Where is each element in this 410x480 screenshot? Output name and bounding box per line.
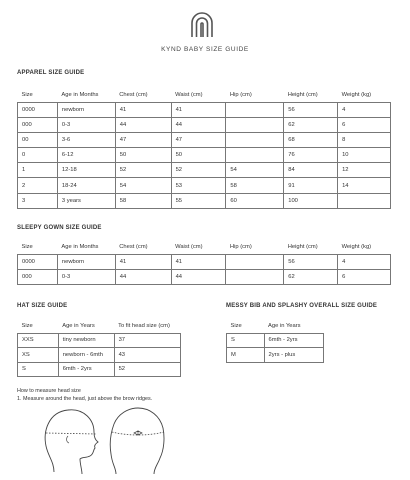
table-cell: 53 <box>171 178 226 193</box>
page-title: KYND BABY SIZE GUIDE <box>161 46 249 53</box>
table-cell: 6mth - 2yrs <box>58 362 114 377</box>
bib-size-table <box>226 320 324 363</box>
table-row <box>227 348 324 363</box>
table-cell: 12 <box>338 163 391 178</box>
column-header: Hip (cm) <box>229 243 252 250</box>
head-back-icon <box>110 408 164 474</box>
table-cell <box>226 117 284 132</box>
table-header-row <box>18 240 391 254</box>
table-cell: XS <box>18 348 59 363</box>
table-cell: 37 <box>114 333 180 348</box>
column-header: Height (cm) <box>287 243 318 250</box>
column-header: Weight (kg) <box>341 243 372 250</box>
table-cell: 8 <box>338 132 391 147</box>
table-cell: 18-24 <box>57 178 115 193</box>
column-header: Size <box>21 91 33 98</box>
table-cell: 44 <box>171 117 226 132</box>
column-header: To fit head size (cm) <box>118 323 170 330</box>
table-cell: 76 <box>284 148 338 163</box>
column-header: Waist (cm) <box>175 243 203 250</box>
column-header: Age in Months <box>61 91 99 98</box>
table-cell: 54 <box>115 178 171 193</box>
table-row <box>18 333 181 348</box>
table-row <box>18 132 391 147</box>
table-row <box>18 117 391 132</box>
table-cell: 6 <box>338 117 391 132</box>
table-cell: 60 <box>226 193 284 208</box>
table-header-row <box>227 320 324 333</box>
head-side-icon <box>45 410 98 474</box>
table-cell: newborn <box>57 254 115 269</box>
measure-instruction: 1. Measure around the head, just above the brow ridges. <box>17 396 153 402</box>
table-header-row <box>18 320 181 333</box>
table-cell: 12-18 <box>57 163 115 178</box>
table-cell: 1 <box>18 163 58 178</box>
table-cell: 44 <box>115 117 171 132</box>
table-cell: M <box>227 348 265 363</box>
column-header: Size <box>230 323 242 330</box>
table-row <box>18 102 391 117</box>
table-cell: newborn - 6mth <box>58 348 114 363</box>
column-header: Chest (cm) <box>119 243 148 250</box>
table-cell <box>226 269 284 284</box>
sleepy-gown-heading: SLEEPY GOWN SIZE GUIDE <box>17 225 102 231</box>
table-cell: 2yrs - plus <box>264 348 323 363</box>
table-cell: 54 <box>226 163 284 178</box>
table-cell: 84 <box>284 163 338 178</box>
table-cell: 4 <box>338 254 391 269</box>
table-cell: 56 <box>284 254 338 269</box>
table-cell: 2 <box>18 178 58 193</box>
table-row <box>18 254 391 269</box>
table-cell: 10 <box>338 148 391 163</box>
table-cell: 0-3 <box>57 117 115 132</box>
table-cell: 55 <box>171 193 226 208</box>
column-header: Age in Years <box>268 323 301 330</box>
table-cell: 0000 <box>18 254 58 269</box>
table-cell: 3 years <box>57 193 115 208</box>
bib-heading: MESSY BIB AND SPLASHY OVERALL SIZE GUIDE <box>226 303 378 309</box>
table-cell: S <box>227 333 265 348</box>
table-cell: 0000 <box>18 102 58 117</box>
column-header: Chest (cm) <box>119 91 148 98</box>
table-cell: 91 <box>284 178 338 193</box>
apparel-heading: APPAREL SIZE GUIDE <box>17 70 85 76</box>
hat-heading: HAT SIZE GUIDE <box>17 303 68 309</box>
table-row <box>18 348 181 363</box>
table-cell <box>226 148 284 163</box>
table-cell <box>226 254 284 269</box>
apparel-size-table <box>17 88 391 209</box>
column-header: Hip (cm) <box>229 91 252 98</box>
table-cell: 62 <box>284 269 338 284</box>
table-cell: 41 <box>115 254 171 269</box>
table-cell: 43 <box>114 348 180 363</box>
table-cell: 14 <box>338 178 391 193</box>
table-row <box>18 148 391 163</box>
table-cell: 52 <box>114 362 180 377</box>
table-cell: 68 <box>284 132 338 147</box>
column-header: Height (cm) <box>287 91 318 98</box>
table-cell: 00 <box>18 132 58 147</box>
column-header: Age in Years <box>62 323 95 330</box>
arch-logo-icon <box>188 10 216 38</box>
sleepy-gown-size-table <box>17 240 391 285</box>
hat-size-table <box>17 320 181 377</box>
table-row <box>227 333 324 348</box>
table-row <box>18 269 391 284</box>
table-cell: S <box>18 362 59 377</box>
table-header-row <box>18 88 391 102</box>
table-cell: 50 <box>115 148 171 163</box>
table-cell: 000 <box>18 269 58 284</box>
table-cell: 44 <box>171 269 226 284</box>
table-cell: 47 <box>115 132 171 147</box>
table-cell <box>226 132 284 147</box>
table-row <box>18 362 181 377</box>
column-header: Waist (cm) <box>175 91 203 98</box>
measure-title: How to measure head size <box>17 388 81 394</box>
table-cell: 41 <box>171 102 226 117</box>
column-header: Size <box>21 243 33 250</box>
table-cell: 6 <box>338 269 391 284</box>
table-cell: XXS <box>18 333 59 348</box>
table-cell: 41 <box>115 102 171 117</box>
table-cell: 6mth - 2yrs <box>264 333 323 348</box>
table-cell: 41 <box>171 254 226 269</box>
table-cell: 000 <box>18 117 58 132</box>
table-cell: 47 <box>171 132 226 147</box>
column-header: Age in Months <box>61 243 99 250</box>
table-cell: 0-3 <box>57 269 115 284</box>
table-cell: 58 <box>115 193 171 208</box>
table-cell: 3-6 <box>57 132 115 147</box>
table-cell: 6-12 <box>57 148 115 163</box>
column-header: Size <box>21 323 33 330</box>
head-measure-illustration <box>40 402 170 476</box>
table-cell: 44 <box>115 269 171 284</box>
table-cell: 52 <box>115 163 171 178</box>
column-header: Weight (kg) <box>341 91 372 98</box>
table-cell: 56 <box>284 102 338 117</box>
table-cell: 58 <box>226 178 284 193</box>
table-cell: 0 <box>18 148 58 163</box>
table-row <box>18 178 391 193</box>
table-row <box>18 193 391 208</box>
table-cell <box>338 193 391 208</box>
table-cell: 3 <box>18 193 58 208</box>
table-cell <box>226 102 284 117</box>
table-cell: 4 <box>338 102 391 117</box>
table-cell: newborn <box>57 102 115 117</box>
table-cell: 52 <box>171 163 226 178</box>
table-cell: tiny newborn <box>58 333 114 348</box>
table-cell: 50 <box>171 148 226 163</box>
table-cell: 62 <box>284 117 338 132</box>
table-row <box>18 163 391 178</box>
table-cell: 100 <box>284 193 338 208</box>
